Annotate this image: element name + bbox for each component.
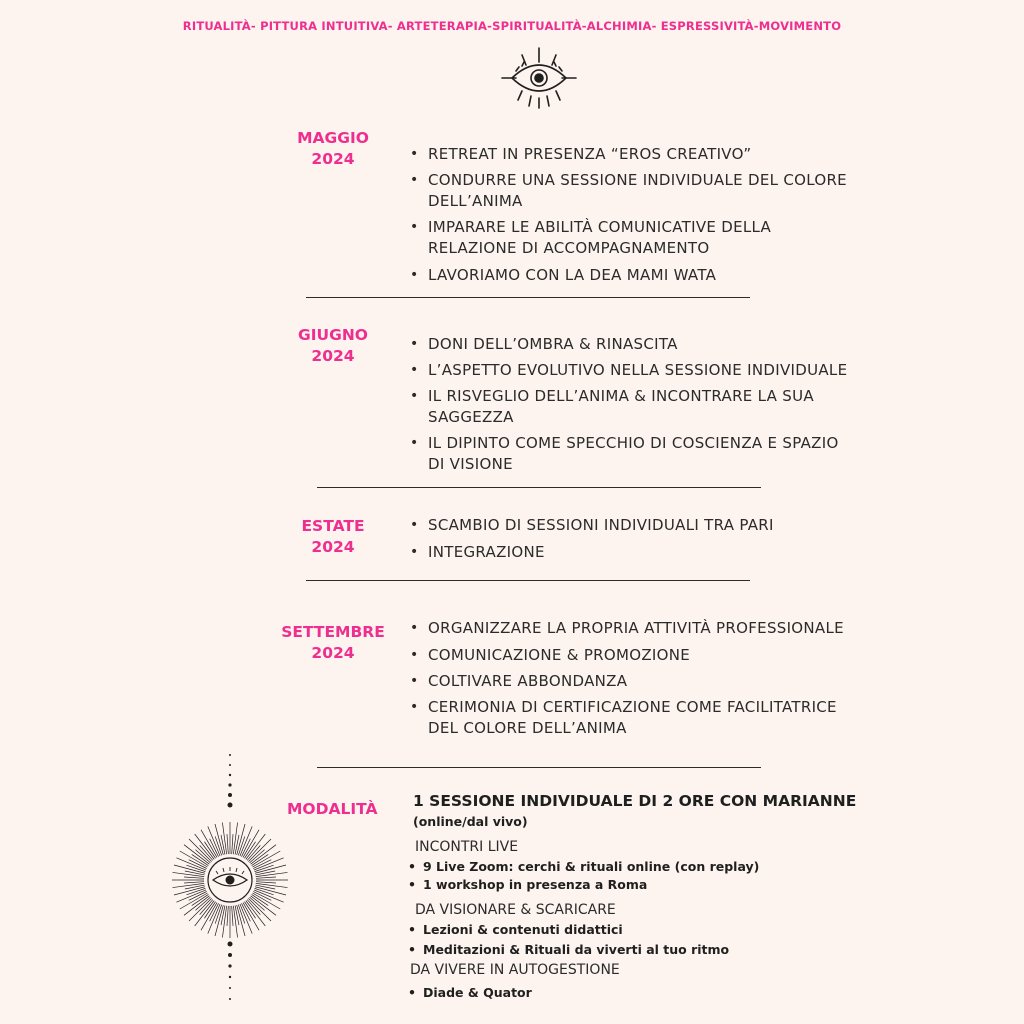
- list-item: • Lezioni & contenuti didattici: [408, 921, 828, 939]
- list-item: • 9 Live Zoom: cerchi & rituali online (con replay): [408, 858, 828, 876]
- divider: [317, 767, 761, 768]
- list-item: • IMPARARE LE ABILITÀ COMUNICATIVE DELLA RELAZIONE DI ACCOMPAGNAMENTO: [410, 217, 860, 259]
- sun-ray: [184, 882, 204, 883]
- dotted-line-bottom: [226, 940, 234, 1004]
- settembre-list: [410, 618, 860, 744]
- group-heading-self: DA VIVERE IN AUTOGESTIONE: [410, 962, 620, 978]
- month-year: 2024: [311, 538, 355, 556]
- giugno-list: [410, 334, 860, 480]
- month-name: MAGGIO: [297, 129, 369, 147]
- sun-ray: [222, 822, 226, 854]
- month-name: ESTATE: [301, 517, 365, 535]
- sun-ray: [227, 834, 228, 854]
- estate-list: [410, 515, 860, 568]
- sun-ray: [256, 883, 288, 887]
- month-name: SETTEMBRE: [281, 623, 385, 641]
- sun-ray: [256, 872, 288, 876]
- divider: [306, 297, 750, 298]
- group-list-self: [408, 984, 828, 1002]
- list-item: • IL RISVEGLIO DELL’ANIMA & INCONTRARE LA SUA SAGGEZZA: [410, 386, 860, 428]
- modalita-label: MODALITÀ: [287, 800, 378, 818]
- list-item: • INTEGRAZIONE: [410, 542, 860, 563]
- list-item: • 1 workshop in presenza a Roma: [408, 876, 828, 894]
- list-item: • DONI DELL’OMBRA & RINASCITA: [410, 334, 860, 355]
- list-item: • CONDURRE UNA SESSIONE INDIVIDUALE DEL COLORE DELL’ANIMA: [410, 170, 860, 212]
- sun-ray: [233, 906, 237, 938]
- tagline: RITUALITÀ- PITTURA INTUITIVA- ARTETERAPIA-SPIRITUALITÀ-ALCHIMIA- ESPRESSIVITÀ-MOVIMENTO: [182, 19, 842, 33]
- list-item: • Diade & Quator: [408, 984, 828, 1002]
- modalita-sub: (online/dal vivo): [413, 814, 528, 829]
- section-month-settembre: [273, 622, 393, 664]
- list-item: • RETREAT IN PRESENZA “EROS CREATIVO”: [410, 144, 860, 165]
- sun-ray: [172, 883, 204, 887]
- section-month-maggio: [273, 128, 393, 170]
- dotted-line-top: [226, 752, 234, 812]
- sun-ray: [222, 906, 226, 938]
- list-item: • COMUNICAZIONE & PROMOZIONE: [410, 645, 860, 666]
- modalita-main: 1 SESSIONE INDIVIDUALE DI 2 ORE CON MARIANNE: [413, 792, 857, 810]
- sun-ray: [232, 906, 233, 926]
- sun-ray: [227, 906, 228, 926]
- section-month-estate: [273, 516, 393, 558]
- group-list-live: [408, 858, 828, 894]
- maggio-list: [410, 144, 860, 291]
- list-item: • L’ASPETTO EVOLUTIVO NELLA SESSIONE INDIVIDUALE: [410, 360, 860, 381]
- month-year: 2024: [311, 347, 355, 365]
- month-year: 2024: [311, 644, 355, 662]
- sun-ray: [256, 882, 276, 883]
- list-item: • ORGANIZZARE LA PROPRIA ATTIVITÀ PROFESSIONALE: [410, 618, 860, 639]
- list-item: • IL DIPINTO COME SPECCHIO DI COSCIENZA E SPAZIO DI VISIONE: [410, 433, 860, 475]
- group-heading-download: DA VISIONARE & SCARICARE: [415, 902, 616, 918]
- sun-ray: [172, 872, 204, 876]
- section-month-giugno: [273, 325, 393, 367]
- sun-eye-icon: [170, 820, 290, 940]
- divider: [317, 487, 761, 488]
- list-item: • CERIMONIA DI CERTIFICAZIONE COME FACILITATRICE DEL COLORE DELL’ANIMA: [410, 697, 860, 739]
- sun-ray: [233, 822, 237, 854]
- list-item: • Meditazioni & Rituali da viverti al tuo ritmo: [408, 941, 828, 959]
- sun-ray: [232, 834, 233, 854]
- sun-ray: [256, 877, 276, 878]
- list-item: • COLTIVARE ABBONDANZA: [410, 671, 860, 692]
- sun-ray: [184, 877, 204, 878]
- eye-icon: [498, 46, 580, 116]
- list-item: • LAVORIAMO CON LA DEA MAMI WATA: [410, 265, 860, 286]
- divider: [306, 580, 750, 581]
- month-year: 2024: [311, 150, 355, 168]
- list-item: • SCAMBIO DI SESSIONI INDIVIDUALI TRA PARI: [410, 515, 860, 536]
- group-heading-live: INCONTRI LIVE: [415, 839, 519, 855]
- group-list-download: [408, 921, 828, 959]
- month-name: GIUGNO: [298, 326, 368, 344]
